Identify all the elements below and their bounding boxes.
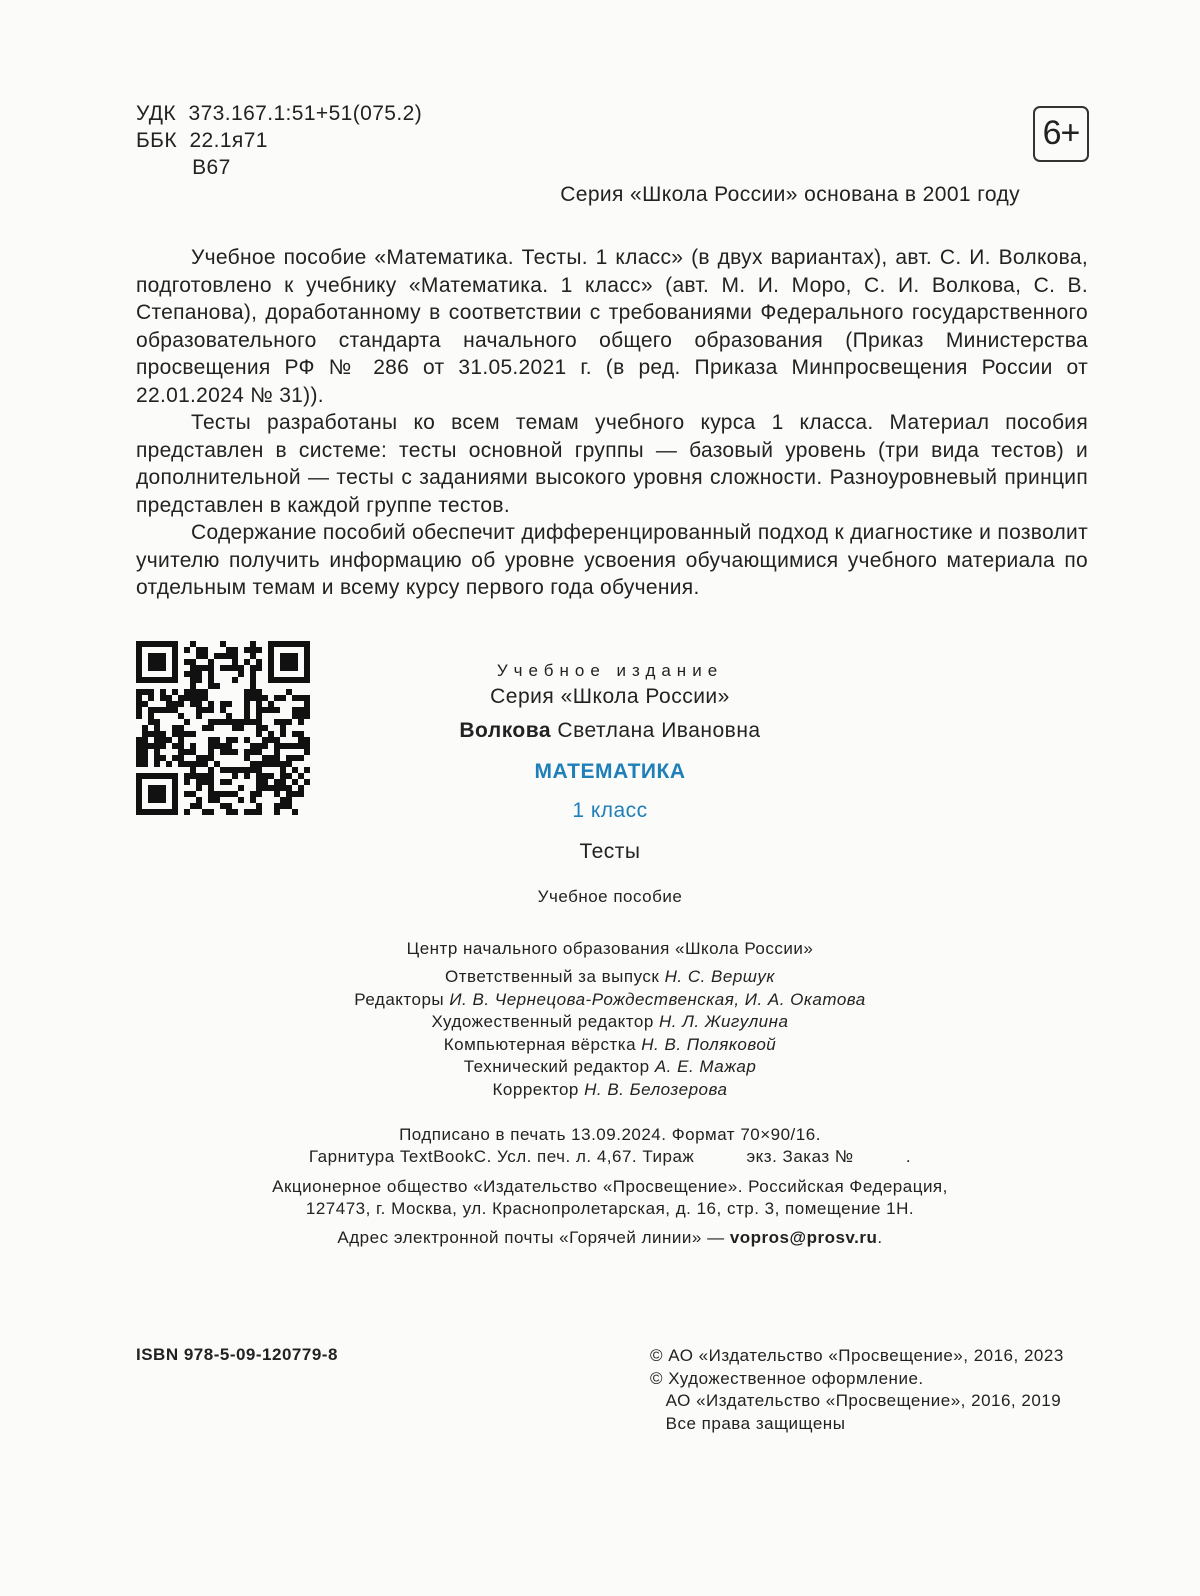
copyright-line-1: © АО «Издательство «Просвещение», 2016, 2023	[650, 1346, 1064, 1365]
annotation-paragraph-3: Содержание пособий обеспечит дифференцированный подход к диагностике и позволит учителю получить информацию об уровне усвоения обучающимися учебного материала по отдельным темам и всему курсу первого года обучения.	[136, 521, 1088, 599]
book-title: МАТЕМАТИКА	[534, 760, 686, 783]
series-founded-text: Серия «Школа России» основана в 2001 году	[560, 183, 1020, 206]
annotation-paragraph-1: Учебное пособие «Математика. Тесты. 1 класс» (в двух вариантах), авт. С. И. Волкова, подготовлено к учебнику «Математика. 1 класс» (авт. М. И. Моро, С. И. Волкова, С. В. Степанова), доработанному в соответствии с требованиями Федерального государственного образовательного стандарта начального общего образования (Приказ Министерства просвещения РФ № 286 от 31.05.2021 г. (в ред. Приказа Минпросвещения России от 22.01.2024 № 31)).	[136, 246, 1088, 407]
author	[310, 719, 910, 743]
imprint-line-2: Гарнитура TextBookC. Усл. печ. л. 4,67. Тираж экз. Заказ № .	[308, 1147, 912, 1166]
copyright-line-2: © Художественное оформление.	[650, 1368, 924, 1388]
staff-name: И. В. Чернецова-Рождественская, И. А. Окатова	[449, 989, 866, 1009]
author-name: Светлана Ивановна	[557, 719, 761, 742]
staff-role: Корректор	[492, 1079, 579, 1099]
bbk-line: ББК 22.1я71	[136, 129, 268, 152]
staff-role: Компьютерная вёрстка	[443, 1034, 637, 1054]
publisher-address	[210, 1176, 1010, 1220]
hotline-email	[210, 1228, 1010, 1248]
annotation-paragraph-2: Тесты разработаны ко всем темам учебного курса 1 класса. Материал пособия представлен в системе: тесты основной группы — базовый уровень (три вида тестов) и дополнительной — тесты с заданиями высокого уровня сложности. Разноуровневый принцип представлен в каждой группе тестов.	[136, 411, 1088, 517]
email-prefix: Адрес электронной почты «Горячей линии» —	[337, 1228, 730, 1247]
qr-code	[136, 641, 310, 815]
staff-name: Н. С. Вершук	[664, 967, 775, 986]
staff-name: Н. В. Белозерова	[584, 1079, 728, 1099]
staff-row	[210, 989, 1010, 1012]
centre-name: Центр начального образования «Школа России»	[406, 939, 814, 958]
staff-name: А. Е. Мажар	[654, 1057, 757, 1076]
udk-line: УДК 373.167.1:51+51(075.2)	[136, 102, 423, 125]
udk-block	[136, 100, 422, 181]
staff-role: Ответственный за выпуск	[445, 967, 660, 986]
staff-row	[210, 1034, 1010, 1057]
staff-row	[210, 1079, 1010, 1102]
staff-row	[210, 1056, 1010, 1079]
imprint	[210, 1124, 1010, 1168]
publisher-line-1: Акционерное общество «Издательство «Просвещение». Российская Федерация,	[272, 1177, 948, 1196]
annotation	[136, 244, 1088, 602]
isbn: ISBN 978-5-09-120779-8	[136, 1345, 338, 1364]
staff-name: Н. В. Поляковой	[641, 1034, 777, 1054]
staff-row	[210, 966, 1010, 989]
copyright-line-4: Все права защищены	[650, 1413, 846, 1433]
author-surname: Волкова	[459, 719, 552, 742]
edition-label: Учебное издание	[496, 661, 724, 680]
age-rating-badge: 6+	[1033, 106, 1089, 162]
staff-role: Художественный редактор	[431, 1012, 654, 1031]
email-address[interactable]: vopros@prosv.ru	[729, 1228, 878, 1247]
staff-row	[210, 1011, 1010, 1034]
staff-list	[210, 966, 1010, 1101]
copyright-line-3: АО «Издательство «Просвещение», 2016, 2019	[650, 1391, 1062, 1410]
book-subtitle: Тесты	[579, 840, 641, 863]
book-grade: 1 класс	[572, 799, 648, 822]
staff-name: Н. Л. Жигулина	[659, 1012, 789, 1031]
author-mark-line: В67	[136, 156, 231, 179]
staff-role: Технический редактор	[463, 1057, 650, 1076]
publisher-line-2: 127473, г. Москва, ул. Краснопролетарская, д. 16, стр. 3, помещение 1Н.	[305, 1199, 915, 1218]
email-suffix: .	[877, 1228, 883, 1247]
copyright-block	[650, 1345, 1064, 1435]
staff-role: Редакторы	[354, 989, 445, 1009]
imprint-line-1: Подписано в печать 13.09.2024. Формат 70×90/16.	[399, 1125, 821, 1144]
edition-series: Серия «Школа России»	[490, 685, 730, 708]
edition-type: Учебное пособие	[537, 887, 683, 906]
